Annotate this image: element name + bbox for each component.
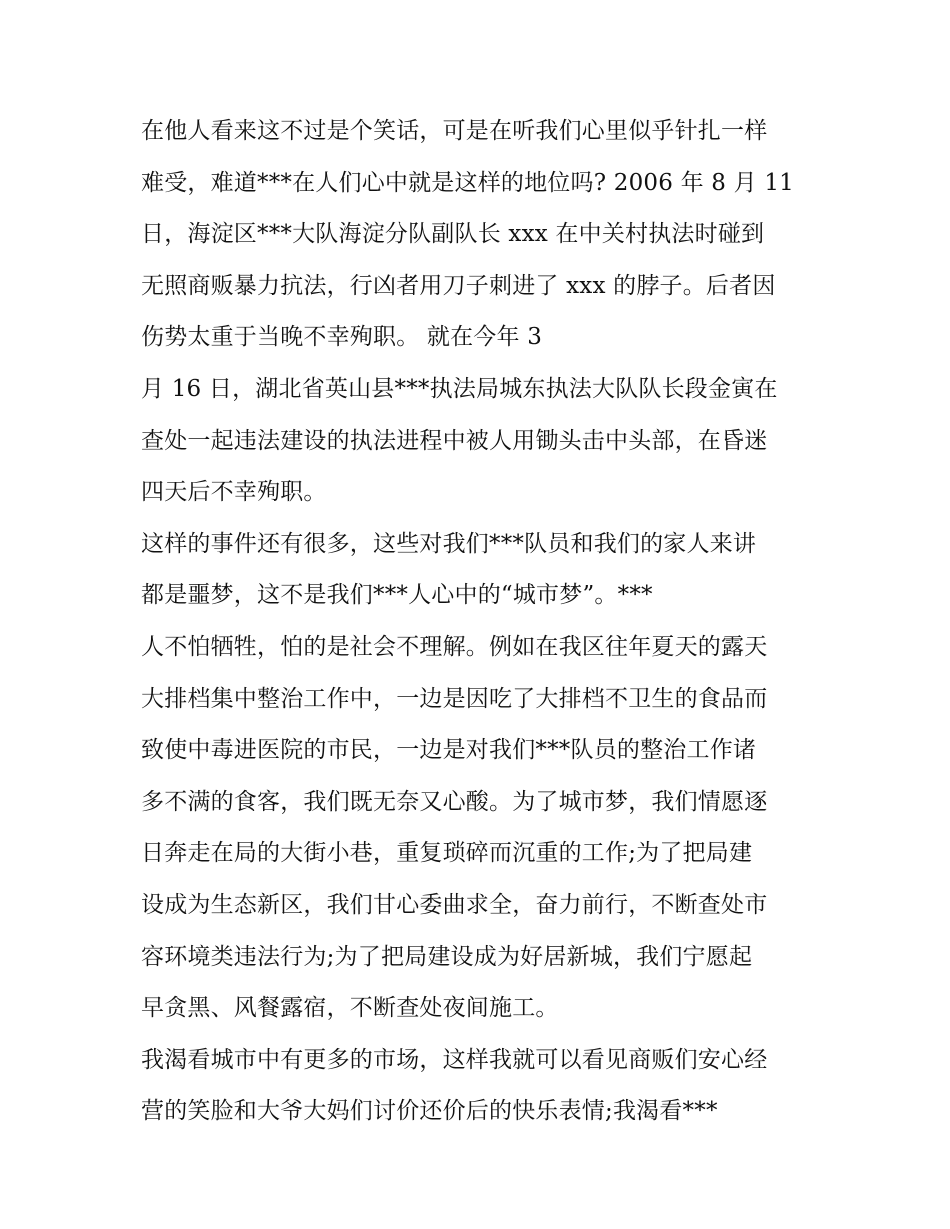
text-line: 设成为生态新区，我们甘心委曲求全，奋力前行，不断查处市 bbox=[141, 891, 768, 918]
text-line: 无照商贩暴力抗法，行凶者用刀子刺进了 xxx 的脖子。后者因 bbox=[141, 272, 776, 299]
text-line: 营的笑脸和大爷大妈们讨价还价后的快乐表情;我渴看*** bbox=[141, 1098, 718, 1125]
text-line: 月 16 日，湖北省英山县***执法局城东执法大队队长段金寅在 bbox=[141, 375, 778, 402]
text-line: 多不满的食客，我们既无奈又心酸。为了城市梦，我们情愿逐 bbox=[141, 788, 768, 815]
text-line: 大排档集中整治工作中，一边是因吃了大排档不卫生的食品而 bbox=[141, 685, 768, 712]
body-text bbox=[141, 106, 821, 1138]
text-line: 四天后不幸殉职。 bbox=[141, 479, 327, 506]
text-line: 这样的事件还有很多，这些对我们***队员和我们的家人来讲 bbox=[141, 530, 757, 557]
text-line: 容环境类违法行为;为了把局建设成为好居新城，我们宁愿起 bbox=[141, 943, 753, 970]
text-line: 日，海淀区***大队海淀分队副队长 xxx 在中关村执法时碰到 bbox=[141, 221, 765, 248]
text-line: 致使中毒进医院的市民，一边是对我们***队员的整治工作诸 bbox=[141, 737, 757, 764]
text-line: 早贪黑、风餐露宿，不断查处夜间施工。 bbox=[141, 995, 559, 1022]
text-line: 人不怕牺牲，怕的是社会不理解。例如在我区往年夏天的露天 bbox=[141, 633, 768, 660]
text-line: 在他人看来这不过是个笑话，可是在听我们心里似乎针扎一样 bbox=[141, 118, 768, 144]
text-line: 伤势太重于当晚不幸殉职。 就在今年 3 bbox=[141, 324, 543, 351]
text-line: 我渴看城市中有更多的市场，这样我就可以看见商贩们安心经 bbox=[141, 1046, 768, 1073]
text-line: 难受，难道***在人们心中就是这样的地位吗? 2006 年 8 月 11 bbox=[141, 169, 795, 196]
text-line: 都是噩梦，这不是我们***人心中的“城市梦”。*** bbox=[141, 582, 653, 609]
text-line: 查处一起违法建设的执法进程中被人用锄头击中头部，在昏迷 bbox=[141, 427, 768, 454]
text-line: 日奔走在局的大街小巷，重复琐碎而沉重的工作;为了把局建 bbox=[141, 840, 753, 867]
